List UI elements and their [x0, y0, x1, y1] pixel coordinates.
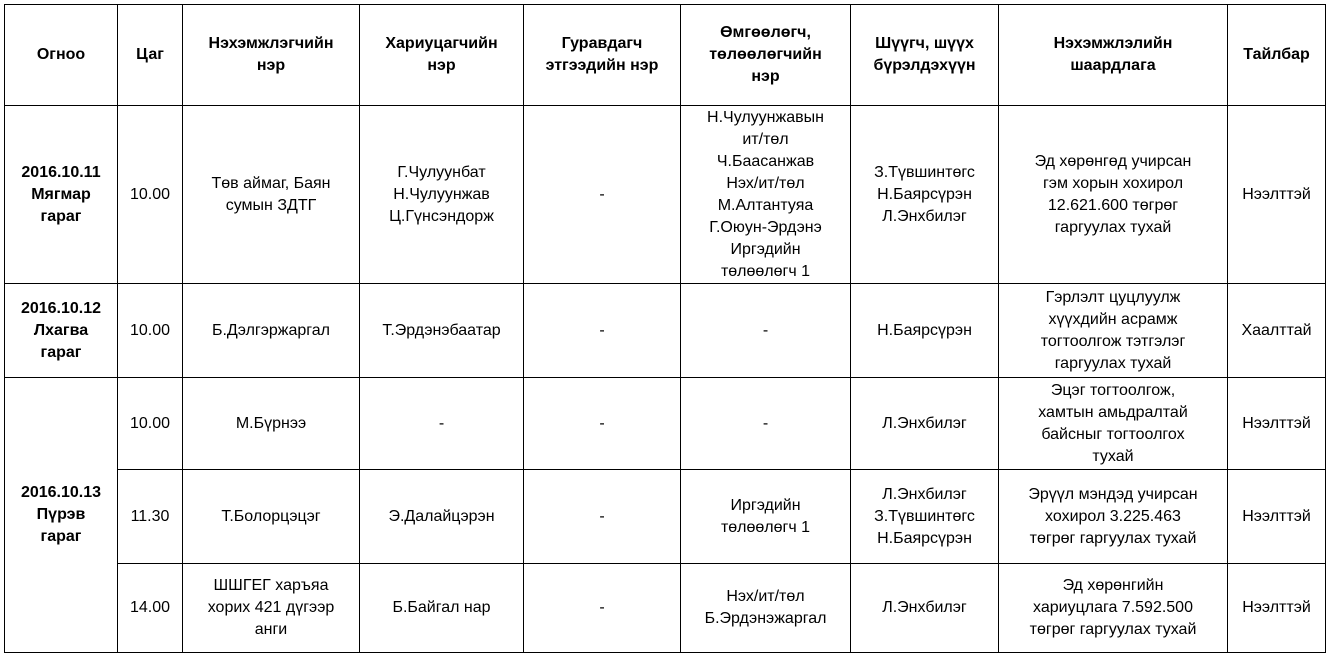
claim-cell: Гэрлэлт цуцлуулж хүүхдийн асрамж тогтоолгож тэтгэлэг гаргуулах тухай — [999, 284, 1228, 378]
table-header-row — [5, 5, 1326, 106]
hearing-schedule-table — [4, 4, 1326, 653]
defendant-cell: Т.Эрдэнэбаатар — [360, 284, 524, 378]
table-row — [5, 106, 1326, 284]
plaintiff-cell: Төв аймаг, Баян сумын ЗДТГ — [183, 106, 360, 284]
header-third-party: Гуравдагч этгээдийн нэр — [524, 5, 681, 106]
table-row — [5, 378, 1326, 470]
time-cell: 10.00 — [118, 378, 183, 470]
claim-cell: Эрүүл мэндэд учирсан хохирол 3.225.463 төгрөг гаргуулах тухай — [999, 470, 1228, 564]
time-cell: 10.00 — [118, 284, 183, 378]
date-cell: 2016.10.11 Мягмар гараг — [5, 106, 118, 284]
defendant-cell: Б.Байгал нар — [360, 564, 524, 653]
plaintiff-cell: Б.Дэлгэржаргал — [183, 284, 360, 378]
header-time: Цаг — [118, 5, 183, 106]
plaintiff-cell: ШШГЕГ харъяа хорих 421 дүгээр анги — [183, 564, 360, 653]
note-cell: Нээлттэй — [1228, 106, 1326, 284]
judge-cell: Л.Энхбилэг — [851, 378, 999, 470]
advocate-cell: Иргэдийн төлөөлөгч 1 — [681, 470, 851, 564]
note-cell: Хаалттай — [1228, 284, 1326, 378]
third-party-cell: - — [524, 106, 681, 284]
table-row — [5, 564, 1326, 653]
defendant-cell: - — [360, 378, 524, 470]
judge-cell: Л.Энхбилэг — [851, 564, 999, 653]
advocate-cell: Нэх/ит/төл Б.Эрдэнэжаргал — [681, 564, 851, 653]
time-cell: 14.00 — [118, 564, 183, 653]
defendant-cell: Г.Чулуунбат Н.Чулуунжав Ц.Гүнсэндорж — [360, 106, 524, 284]
claim-cell: Эцэг тогтоолгож, хамтын амьдралтай байсныг тогтоолгох тухай — [999, 378, 1228, 470]
header-judge: Шүүгч, шүүх бүрэлдэхүүн — [851, 5, 999, 106]
header-note: Тайлбар — [1228, 5, 1326, 106]
header-defendant: Хариуцагчийн нэр — [360, 5, 524, 106]
advocate-cell: - — [681, 284, 851, 378]
advocate-cell: - — [681, 378, 851, 470]
third-party-cell: - — [524, 564, 681, 653]
header-claim: Нэхэмжлэлийн шаардлага — [999, 5, 1228, 106]
note-cell: Нээлттэй — [1228, 378, 1326, 470]
date-cell: 2016.10.13 Пүрэв гараг — [5, 378, 118, 653]
plaintiff-cell: М.Бүрнээ — [183, 378, 360, 470]
time-cell: 11.30 — [118, 470, 183, 564]
claim-cell: Эд хөрөнгийн хариуцлага 7.592.500 төгрөг гаргуулах тухай — [999, 564, 1228, 653]
date-cell: 2016.10.12 Лхагва гараг — [5, 284, 118, 378]
judge-cell: Н.Баярсүрэн — [851, 284, 999, 378]
third-party-cell: - — [524, 378, 681, 470]
note-cell: Нээлттэй — [1228, 564, 1326, 653]
time-cell: 10.00 — [118, 106, 183, 284]
third-party-cell: - — [524, 284, 681, 378]
table-row — [5, 470, 1326, 564]
table-row — [5, 284, 1326, 378]
header-advocate: Өмгөөлөгч, төлөөлөгчийн нэр — [681, 5, 851, 106]
claim-cell: Эд хөрөнгөд учирсан гэм хорын хохирол 12.621.600 төгрөг гаргуулах тухай — [999, 106, 1228, 284]
third-party-cell: - — [524, 470, 681, 564]
judge-cell: Л.Энхбилэг З.Түвшинтөгс Н.Баярсүрэн — [851, 470, 999, 564]
advocate-cell: Н.Чулуунжавын ит/төл Ч.Баасанжав Нэх/ит/төл М.Алтантуяа Г.Оюун-Эрдэнэ Иргэдийн төлөөлөгч 1 — [681, 106, 851, 284]
plaintiff-cell: Т.Болорцэцэг — [183, 470, 360, 564]
header-date: Огноо — [5, 5, 118, 106]
defendant-cell: Э.Далайцэрэн — [360, 470, 524, 564]
note-cell: Нээлттэй — [1228, 470, 1326, 564]
header-plaintiff: Нэхэмжлэгчийн нэр — [183, 5, 360, 106]
judge-cell: З.Түвшинтөгс Н.Баярсүрэн Л.Энхбилэг — [851, 106, 999, 284]
